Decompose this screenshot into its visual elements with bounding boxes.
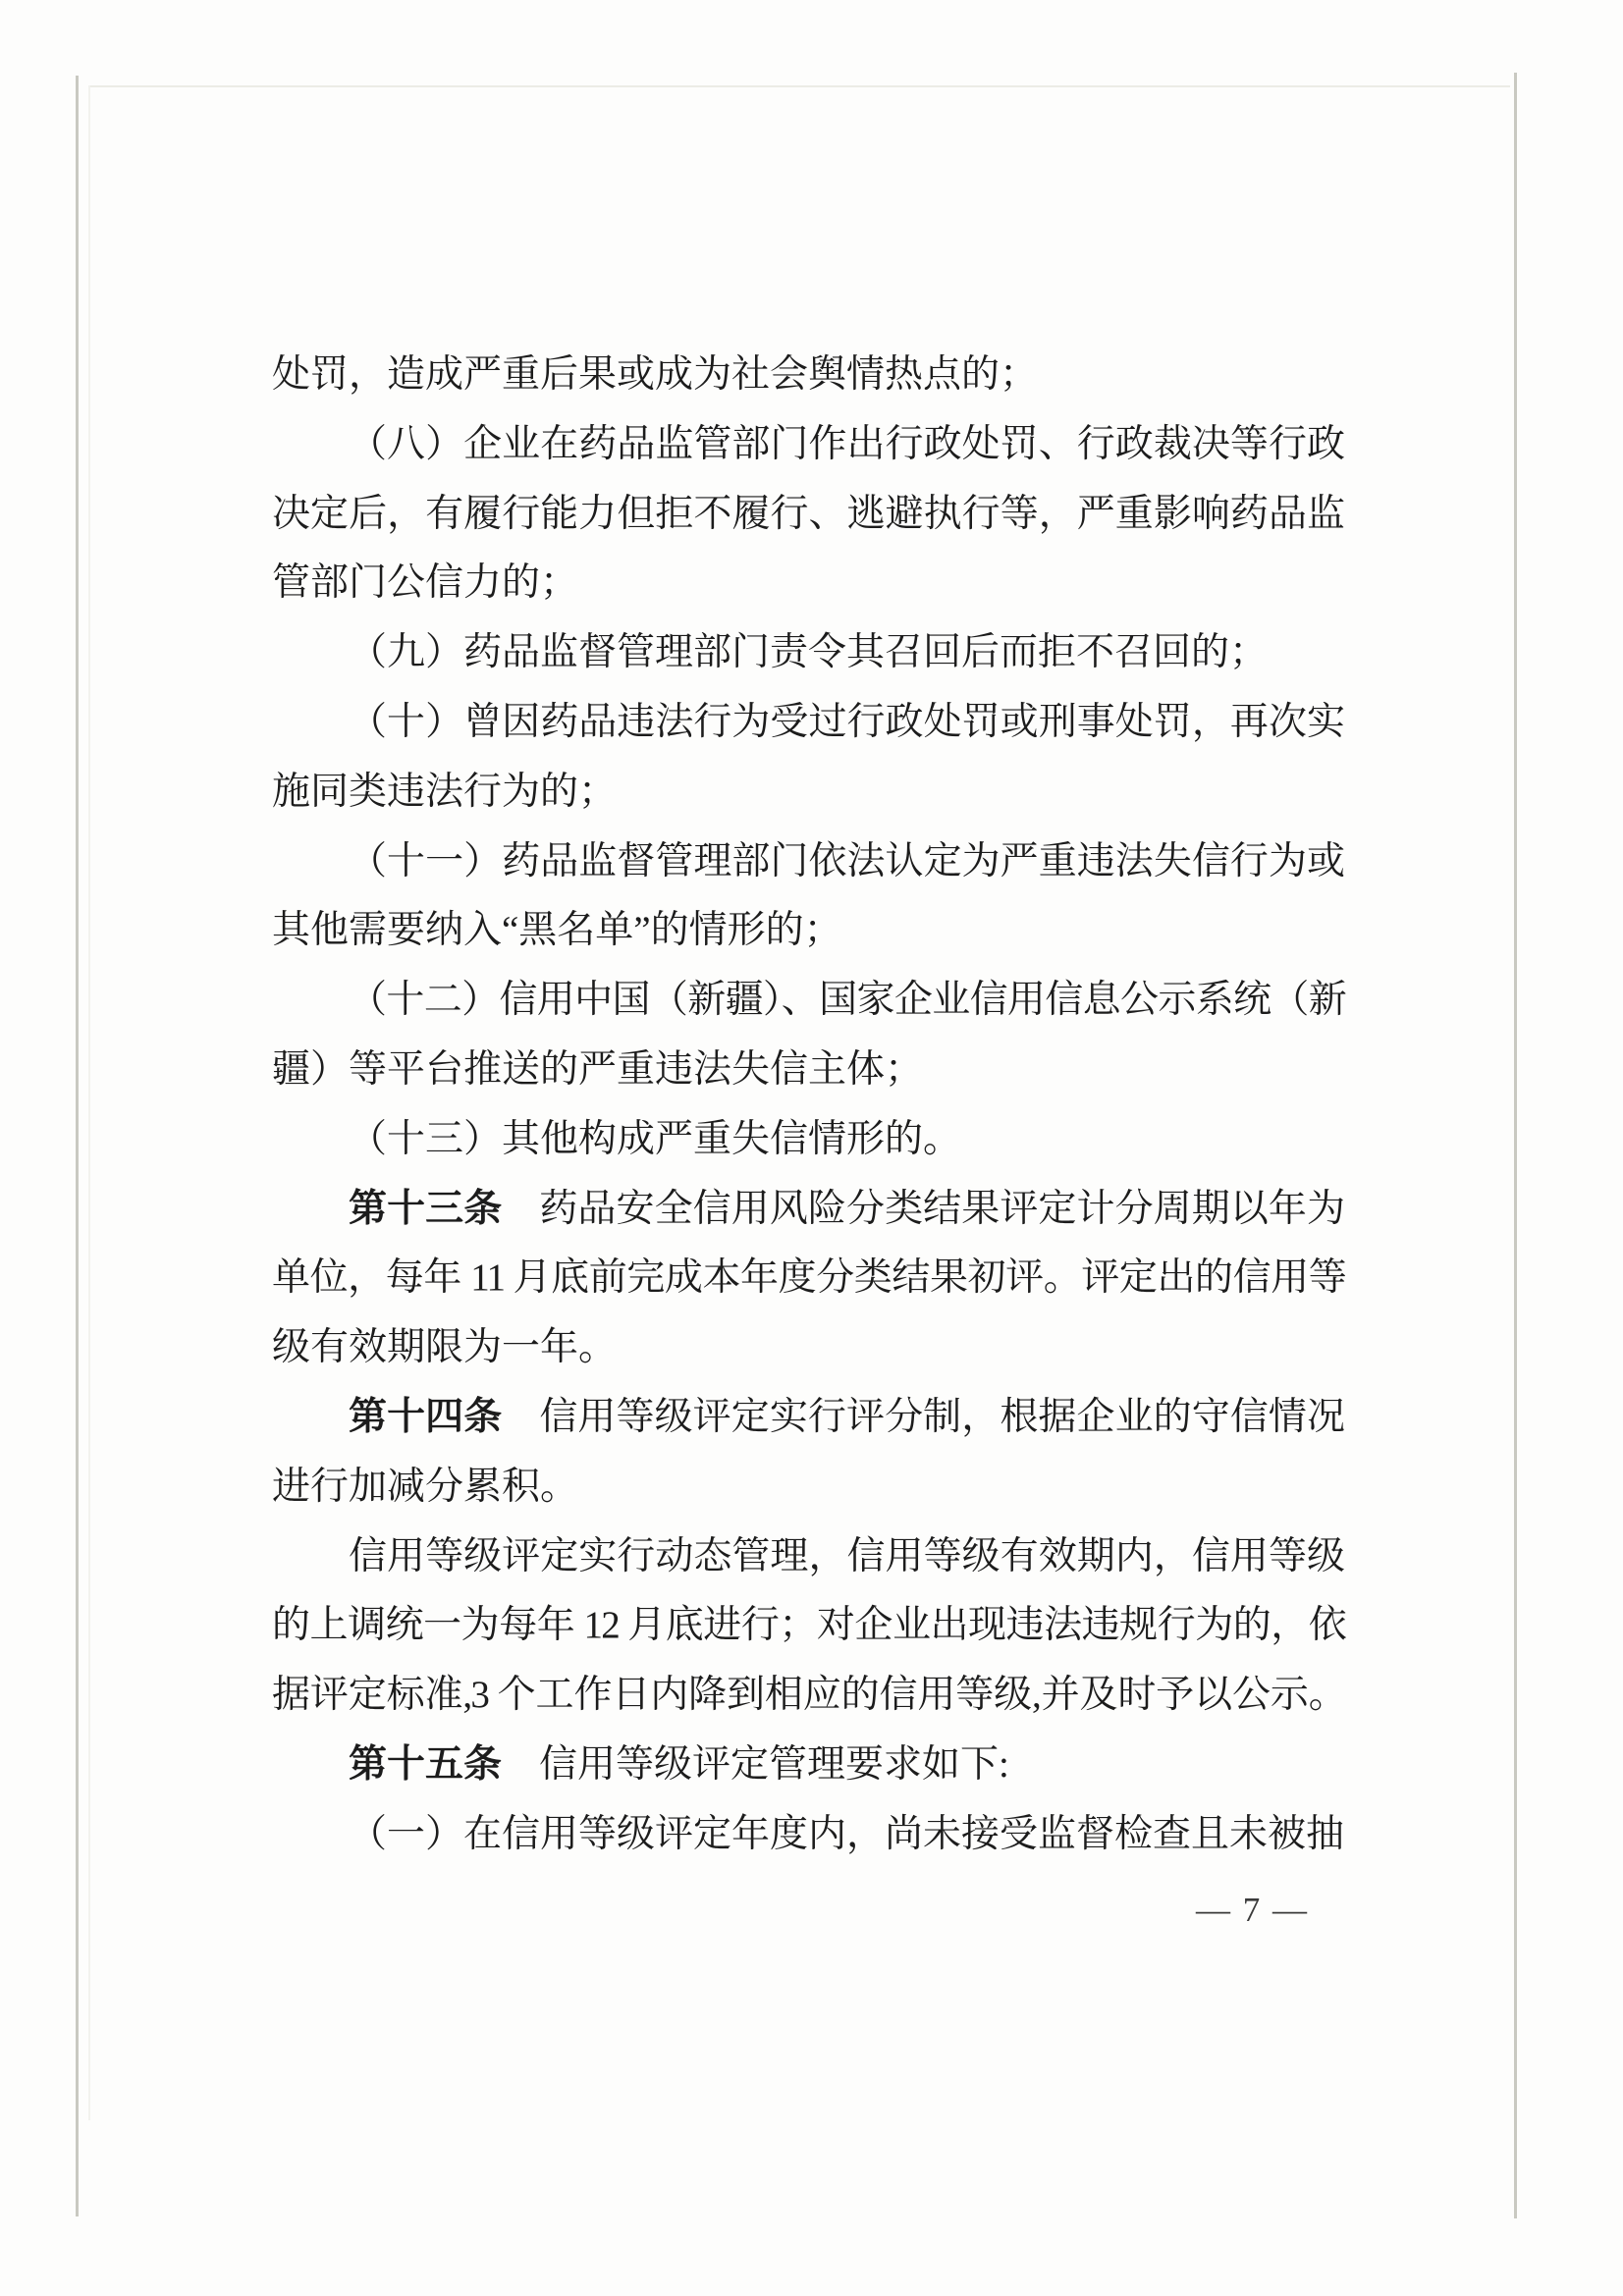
text-line [272, 1453, 1345, 1522]
text-line [272, 1591, 1345, 1661]
text-line [272, 1175, 1345, 1245]
line-text: 信用等级评定实行评分制，根据企业的守信情况 [539, 1395, 1345, 1438]
text-line [272, 549, 1345, 618]
text-line [272, 1383, 1345, 1453]
text-line [272, 896, 1345, 966]
line-text: 进行加减分累积。 [272, 1465, 579, 1508]
line-text: 的上调统一为每年 12 月底进行；对企业出现违法违规行为的，依 [272, 1604, 1345, 1647]
line-text: （九）药品监督管理部门责令其召回后而拒不召回的； [349, 631, 1269, 674]
line-text: 单位，每年 11 月底前完成本年度分类结果初评。评定出的信用等 [272, 1256, 1345, 1300]
line-text: （十三）其他构成严重失信情形的。 [349, 1117, 962, 1160]
line-text: 级有效期限为一年。 [272, 1326, 618, 1369]
line-text: （十二）信用中国（新疆）、国家企业信用信息公示系统（新 [349, 979, 1345, 1022]
text-line [272, 410, 1345, 480]
text-line [272, 341, 1345, 410]
text-line [272, 1522, 1345, 1592]
text-line [272, 758, 1345, 828]
document-body [272, 341, 1345, 1870]
line-text: 信用等级评定实行动态管理，信用等级有效期内，信用等级 [349, 1534, 1345, 1577]
line-text: 信用等级评定管理要求如下: [539, 1742, 1009, 1786]
line-text: 施同类违法行为的； [272, 770, 618, 813]
line-text: （十）曾因药品违法行为受过行政处罚或刑事处罚，再次实 [349, 700, 1345, 743]
line-text: （一）在信用等级评定年度内，尚未接受监督检查且未被抽 [349, 1812, 1345, 1855]
line-text: 据评定标准,3 个工作日内降到相应的信用等级,并及时予以公示。 [272, 1674, 1345, 1717]
text-line [272, 1800, 1345, 1870]
page-edge-line-left [76, 76, 79, 2216]
text-line [272, 1661, 1345, 1731]
text-line [272, 1731, 1345, 1800]
text-line [272, 966, 1345, 1036]
faint-border-top [88, 85, 1510, 87]
text-line [272, 688, 1345, 758]
text-line [272, 1313, 1345, 1383]
line-text: 药品安全信用风险分类结果评定计分周期以年为 [539, 1187, 1345, 1230]
faint-border-left [88, 85, 90, 2120]
text-line [272, 618, 1345, 688]
page-number: — 7 — [1196, 1891, 1309, 1929]
text-line [272, 828, 1345, 897]
article-number: 第十四条 [349, 1395, 503, 1438]
text-line [272, 1105, 1345, 1175]
text-line [272, 1244, 1345, 1313]
line-text: 疆）等平台推送的严重违法失信主体； [272, 1047, 924, 1091]
article-number: 第十三条 [349, 1187, 503, 1230]
line-text: （八）企业在药品监管部门作出行政处罚、行政裁决等行政 [349, 422, 1345, 465]
page-edge-line-right [1514, 73, 1517, 2218]
line-text: 管部门公信力的； [272, 561, 579, 605]
line-text: 决定后，有履行能力但拒不履行、逃避执行等，严重影响药品监 [272, 492, 1345, 535]
text-line [272, 1036, 1345, 1105]
line-text: 处罚，造成严重后果或成为社会舆情热点的； [272, 353, 1039, 396]
article-number: 第十五条 [349, 1742, 503, 1786]
text-line [272, 480, 1345, 550]
line-text: （十一）药品监督管理部门依法认定为严重违法失信行为或 [349, 839, 1345, 882]
line-text: 其他需要纳入“黑名单”的情形的； [272, 909, 842, 952]
